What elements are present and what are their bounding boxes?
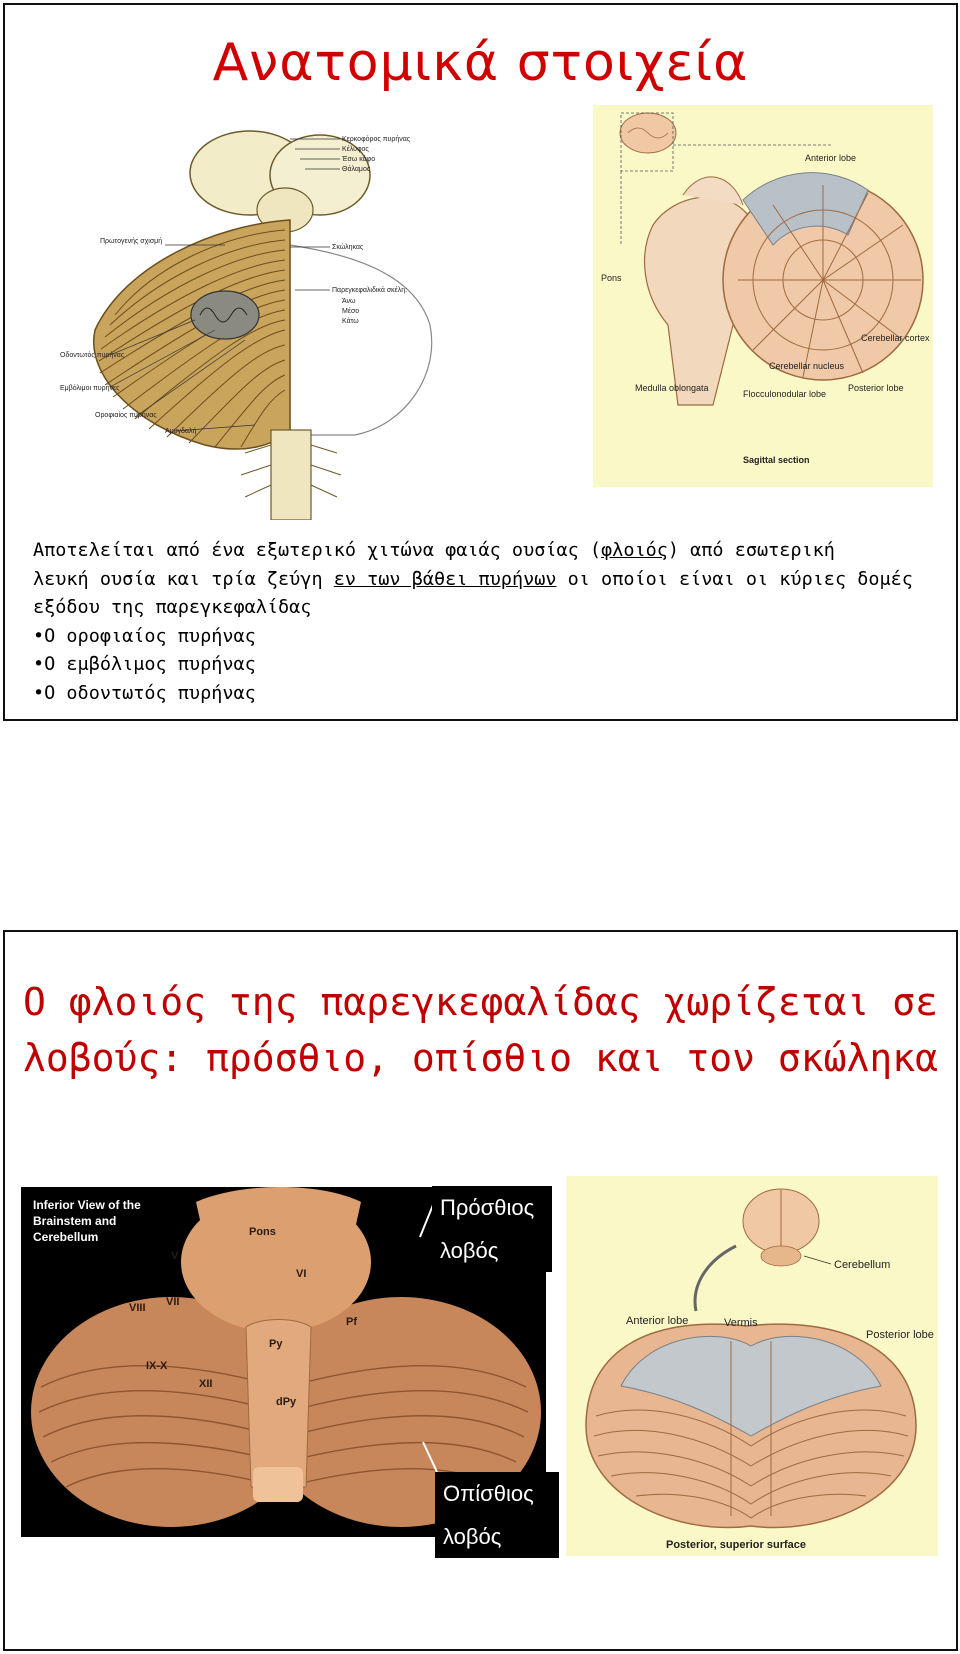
body-line-1: [33, 537, 943, 566]
photo-header-3: Cerebellum: [33, 1230, 99, 1244]
slide-2-title: [5, 974, 956, 1086]
photo-header-1: Inferior View of the: [33, 1198, 141, 1212]
callout-anterior-lobe: [432, 1186, 552, 1272]
illus-caption: Posterior, superior surface: [666, 1539, 806, 1551]
bullet-item: •Ο οροφιαίος πυρήνας: [33, 625, 256, 647]
photo-label-viii: VIII: [129, 1302, 146, 1314]
slide-2-title-line-1: Ο φλοιός της παρεγκεφαλίδας χωρίζεται σε: [22, 980, 939, 1024]
body-text-span: Αποτελείται από ένα εξωτερικό χιτώνα φαιάς ουσίας (: [33, 540, 602, 561]
figure-caption-sagittal: Sagittal section: [743, 455, 810, 465]
label-peduncles: Παρεγκεφαλιδικά σκέλη:: [332, 287, 408, 294]
label-cerebellar-cortex: Cerebellar cortex: [861, 333, 930, 343]
photo-label-ix-x: IX-X: [146, 1360, 168, 1372]
label-dentate: Οδοντωτός πυρήνας: [60, 352, 125, 359]
photo-label-pf: Pf: [346, 1316, 357, 1328]
label-globus: Έσω κάφο: [342, 156, 376, 163]
label-upper: Άνω: [342, 298, 356, 305]
label-primary-fissure: Πρωτογενής σχισμή: [100, 238, 163, 245]
body-text-span: οι οποίοι είναι οι κύριες δομές: [556, 568, 913, 590]
illus-label-posterior-1: Posterior lobe: [866, 1329, 934, 1341]
callout-posterior-lobe: [435, 1472, 559, 1558]
photo-header-2: Brainstem and: [33, 1214, 117, 1228]
photo-label-pons: Pons: [249, 1226, 276, 1238]
callout-posterior-line-1: Οπίσθιος: [443, 1481, 534, 1506]
link-deep-nuclei[interactable]: εν των βάθει πυρήνων: [333, 568, 557, 590]
callout-posterior-line-2: λοβός: [443, 1524, 502, 1549]
label-caudate: Κερκοφόρος πυρήνας: [342, 136, 411, 143]
label-vermis: Σκώληκας: [332, 244, 364, 251]
slide-1: [3, 3, 958, 721]
bullet-item: •Ο εμβόλιμος πυρήνας: [33, 654, 256, 675]
label-tonsil: Αμυγδαλή: [165, 428, 197, 435]
bullet-item: •Ο οδοντωτός πυρήνας: [33, 682, 256, 704]
label-medulla: Medulla oblongata: [635, 383, 709, 393]
photo-label-py: Py: [269, 1338, 283, 1350]
label-flocculonodular: Flocculonodular lobe: [743, 389, 827, 399]
illus-label-anterior-lobe: Anterior lobe: [626, 1315, 689, 1327]
label-cerebellar-nucleus: Cerebellar nucleus: [769, 361, 845, 371]
label-fastigial: Οροφιαίος πυρήνας: [95, 412, 157, 419]
callout-anterior-line-2: λοβός: [440, 1238, 499, 1263]
label-lower: Κάτω: [342, 318, 359, 325]
label-anterior-lobe: Anterior lobe: [805, 153, 857, 163]
slide-1-title: Ανατομικά στοιχεία: [212, 33, 749, 93]
body-line-2: [33, 566, 943, 595]
label-emboliform: Εμβόλιμοι πυρήνες: [60, 385, 120, 392]
label-pons: Pons: [601, 273, 622, 283]
callout-anterior-line-1: Πρόσθιος: [440, 1195, 535, 1220]
photo-label-v: V: [171, 1250, 179, 1262]
slide-2-title-line-2: λοβούς: πρόσθιο, οπίσθιο και τον σκώληκα: [22, 1036, 939, 1080]
label-shell: Κέλυφος: [342, 146, 369, 153]
illus-label-cerebellum: Cerebellum: [834, 1259, 891, 1271]
label-thalamus: Θάλαμος: [342, 166, 371, 173]
cerebellum-nuclei-drawing: [55, 125, 475, 520]
label-posterior-lobe: Posterior lobe: [848, 383, 904, 393]
photo-label-dpy: dPy: [276, 1396, 297, 1408]
illus-label-vermis: Vermis: [724, 1317, 758, 1329]
link-cortex[interactable]: φλοιός: [601, 540, 668, 561]
posterior-surface-illustration: [566, 1176, 938, 1556]
photo-label-vii: VII: [166, 1296, 180, 1308]
body-text-span: λευκή ουσία και τρία ζεύγη: [33, 568, 334, 590]
body-text: [33, 537, 943, 708]
label-middle: Μέσο: [342, 308, 360, 315]
photo-label-xii: XII: [199, 1378, 213, 1390]
photo-label-vi: VI: [296, 1268, 307, 1280]
body-text-span: ) από εσωτερική: [667, 540, 835, 561]
body-line-3: εξόδου της παρεγκεφαλίδας: [33, 597, 312, 618]
sagittal-section-figure: [593, 105, 933, 487]
slide-2: [3, 930, 958, 1651]
